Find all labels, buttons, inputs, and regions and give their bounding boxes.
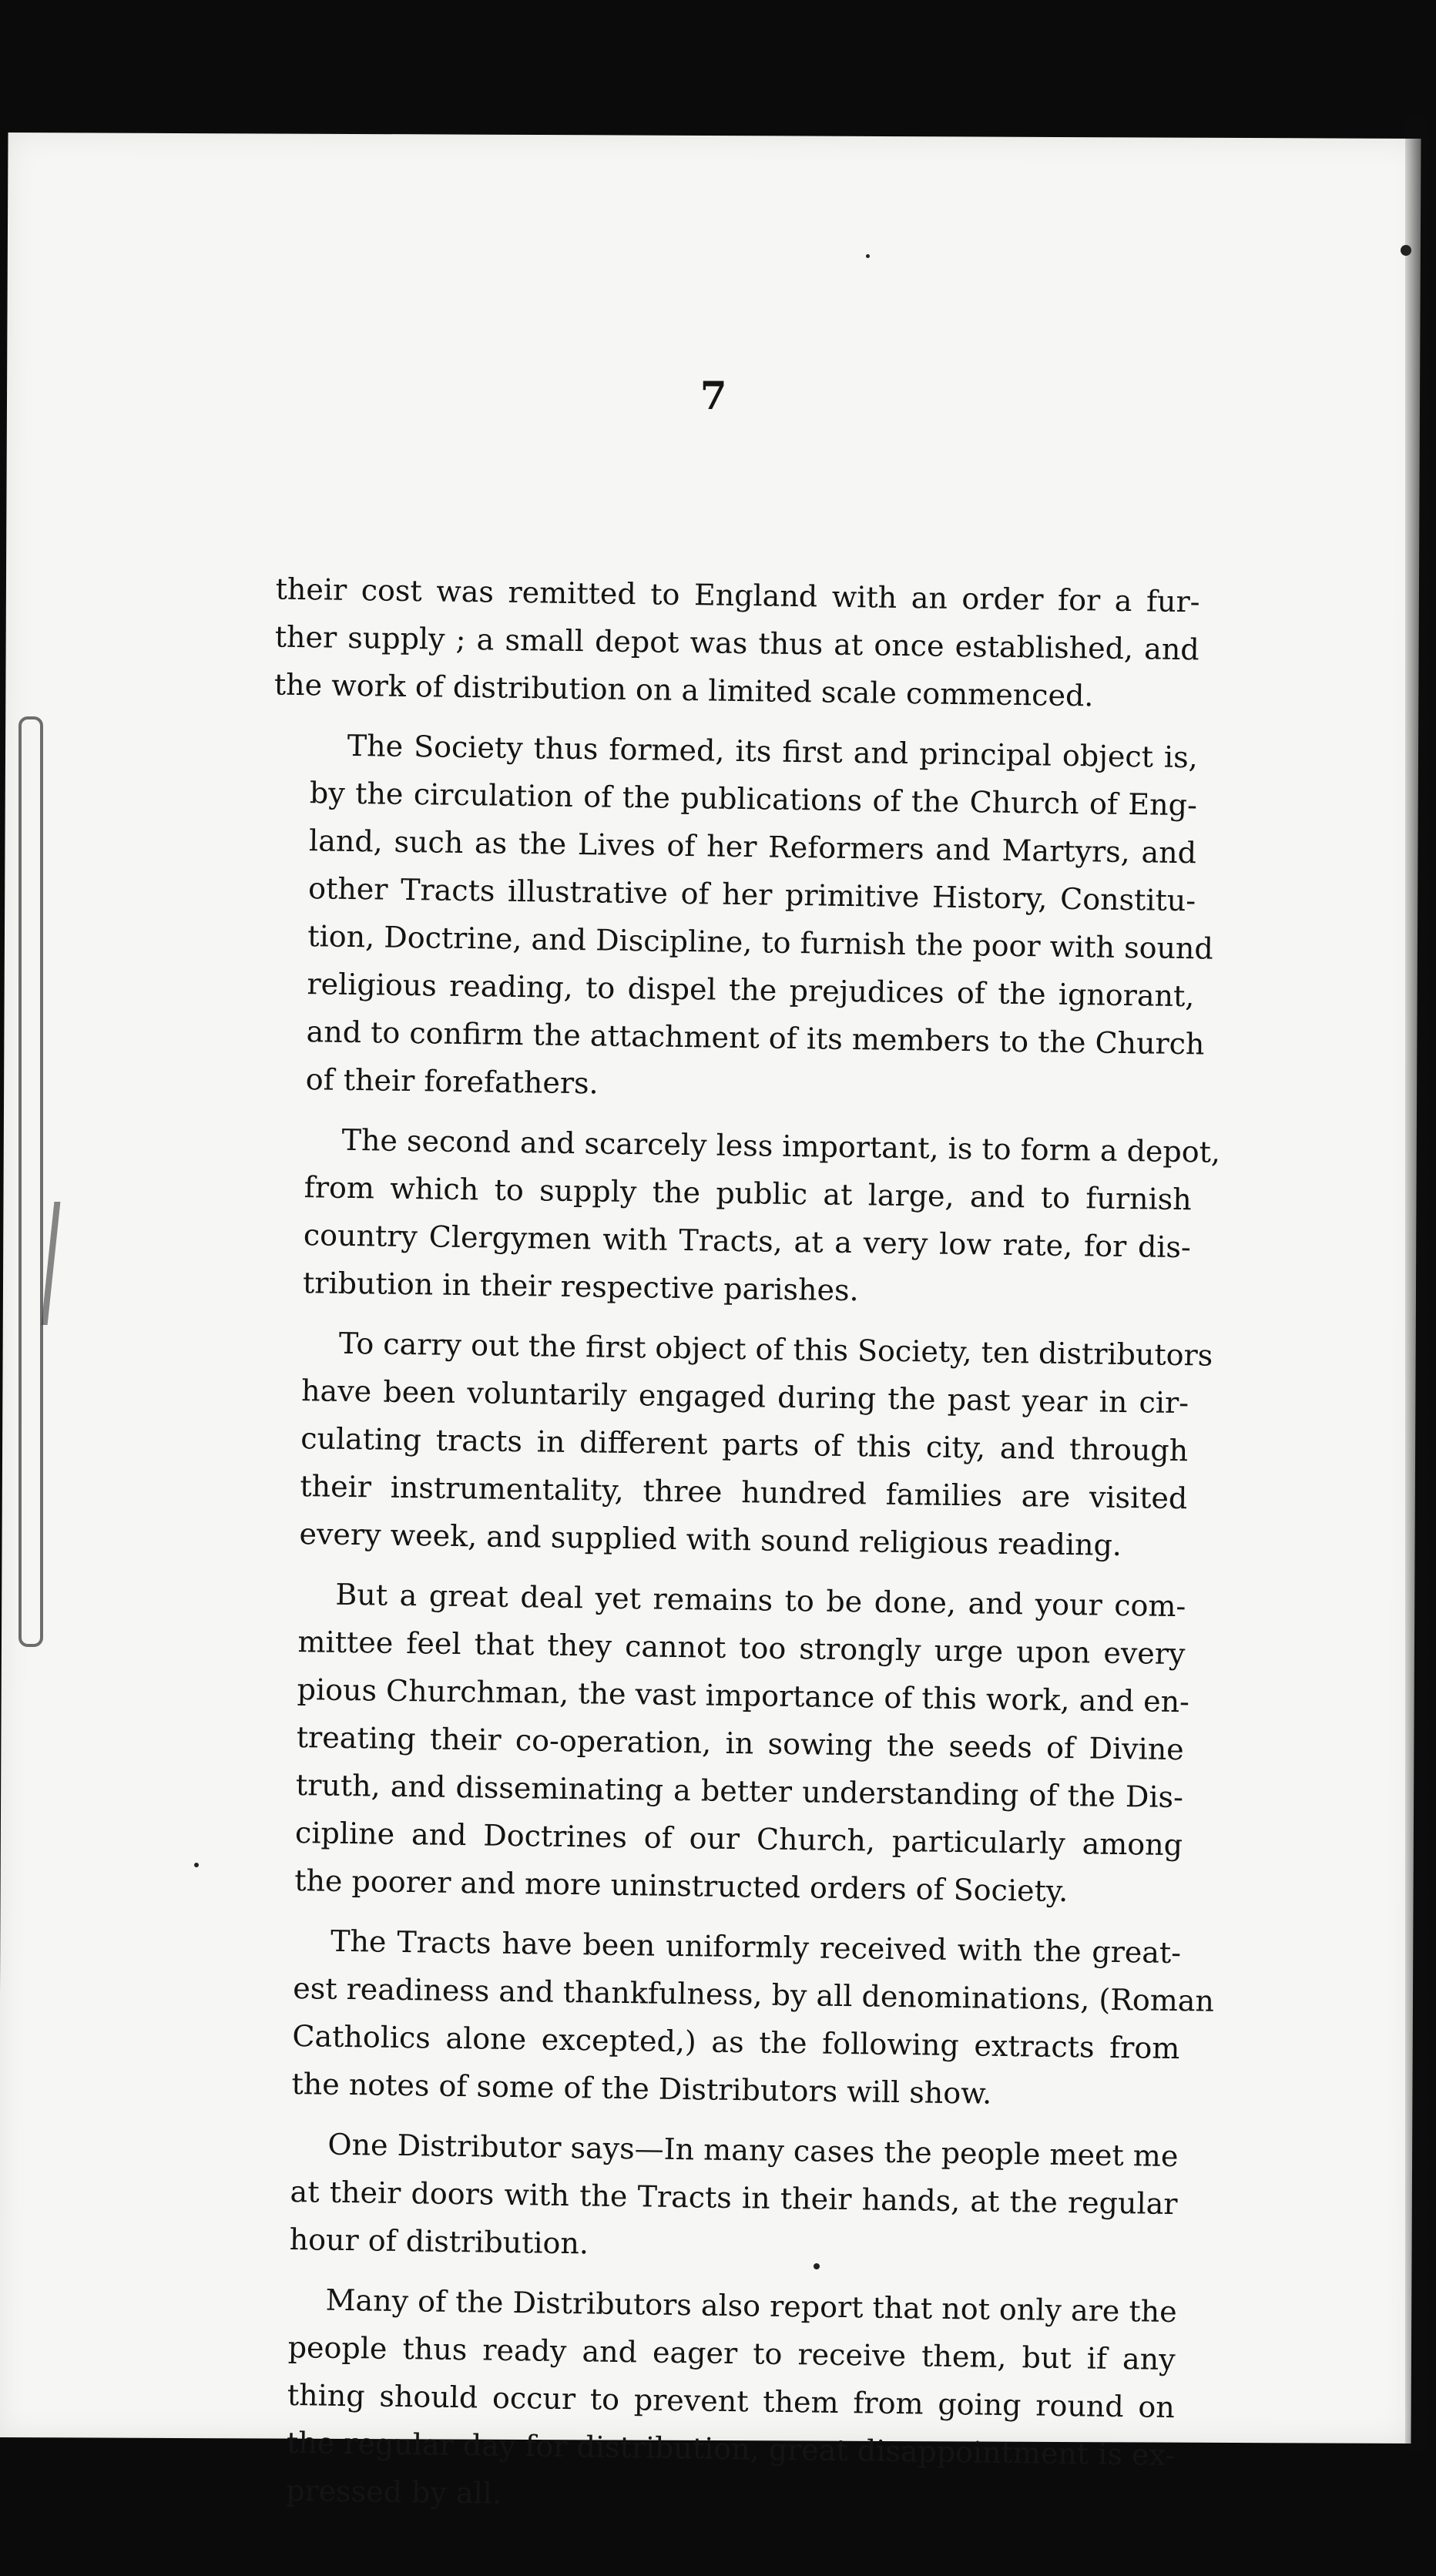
paragraph-4 [262, 1318, 1213, 1570]
paragraph-1 [273, 565, 1199, 722]
page-number: 7 [700, 372, 727, 419]
text-line: But a great deal yet remains to be done, and your com- [335, 1577, 1186, 1624]
text-line: The Tracts have been uniformly received with the great- [330, 1924, 1182, 1971]
paragraph-8 [249, 2275, 1176, 2527]
text-line: ther supply ; a small depot was thus at once established, and [274, 619, 1199, 667]
text-line: every week, and supplied with sound religious reading. [299, 1517, 1122, 1562]
paragraph-5 [257, 1569, 1190, 1917]
text-line: Catholics alone excepted,) as the following extracts from [292, 2019, 1180, 2066]
text-line: To carry out the first object of this Society, ten distributors [338, 1326, 1213, 1373]
page-edge-shadow [1405, 116, 1436, 2450]
text-line: country Clergymen with Tracts, at a very low rate, for dis- [303, 1218, 1192, 1265]
text-line: pious Churchman, the vast importance of this work, and en- [297, 1672, 1190, 1719]
text-line: land, such as the Lives of her Reformers and Martyrs, and [308, 823, 1197, 870]
paragraph-3 [266, 1115, 1221, 1319]
text-line: treating their co-operation, in sowing the seeds of Divine [296, 1720, 1185, 1767]
text-line: religious reading, to dispel the prejudices of the ignorant, [307, 967, 1195, 1014]
paragraph-6 [254, 1916, 1215, 2120]
dust-speck [814, 2263, 820, 2269]
text-line: and to confirm the attachment of its members to the Church [306, 1015, 1205, 1062]
text-line: other Tracts illustrative of her primitive History, Constitu- [307, 871, 1196, 918]
dust-speck [1401, 245, 1411, 256]
paragraph-7 [252, 2119, 1178, 2276]
text-line: culating tracts in different parts of this city, and through [300, 1421, 1189, 1468]
text-line: of their forefathers. [305, 1062, 599, 1101]
text-line: Many of the Distributors also report that not only are the [325, 2283, 1177, 2329]
text-line: people thus ready and eager to receive them, but if any [287, 2329, 1176, 2377]
text-line: their cost was remitted to England with an order for a fur- [275, 572, 1200, 619]
dust-speck [866, 254, 870, 258]
text-line: tion, Doctrine, and Discipline, to furnish the poor with sound [307, 919, 1214, 966]
text-line: the regular day for distribution, great disappointment is ex- [286, 2425, 1176, 2473]
text-line: by the circulation of the publications of the Church of Eng- [309, 776, 1198, 823]
text-line: truth, and disseminating a better understanding of the Dis- [295, 1768, 1184, 1815]
text-line: hour of distribution. [289, 2222, 589, 2261]
text-line: from which to supply the public at large, and to furnish [304, 1170, 1193, 1217]
text-line: the work of distribution on a limited scale commenced. [273, 667, 1094, 713]
text-line: their instrumentality, three hundred families are visited [300, 1469, 1188, 1516]
text-line: thing should occur to prevent them from going round on [287, 2377, 1176, 2425]
dust-speck [194, 1863, 199, 1867]
body-text [249, 565, 1221, 2527]
text-line: tribution in their respective parishes. [302, 1266, 859, 1308]
text-line: the poorer and more uninstructed orders of Society. [294, 1863, 1069, 1909]
text-line: at their doors with the Tracts in their hands, at the regular [290, 2175, 1178, 2222]
book-page [0, 132, 1421, 2511]
paragraph-2 [268, 721, 1214, 1116]
text-line: pressed by all. [285, 2473, 502, 2511]
text-line: cipline and Doctrines of our Church, particularly among [294, 1816, 1183, 1863]
text-line: est readiness and thankfulness, by all denominations, (Roman [292, 1971, 1215, 2018]
text-line: have been voluntarily engaged during the past year in cir- [300, 1374, 1189, 1420]
text-line: One Distributor says—In many cases the people meet me [327, 2127, 1179, 2174]
text-line: the notes of some of the Distributors will show. [291, 2067, 992, 2111]
binding-mark [18, 716, 43, 1647]
text-line: The Society thus formed, its first and principal object is, [347, 728, 1199, 775]
text-line: The second and scarcely less important, is to form a depot, [341, 1122, 1221, 1169]
text-line: mittee feel that they cannot too strongly urge upon every [297, 1625, 1186, 1672]
